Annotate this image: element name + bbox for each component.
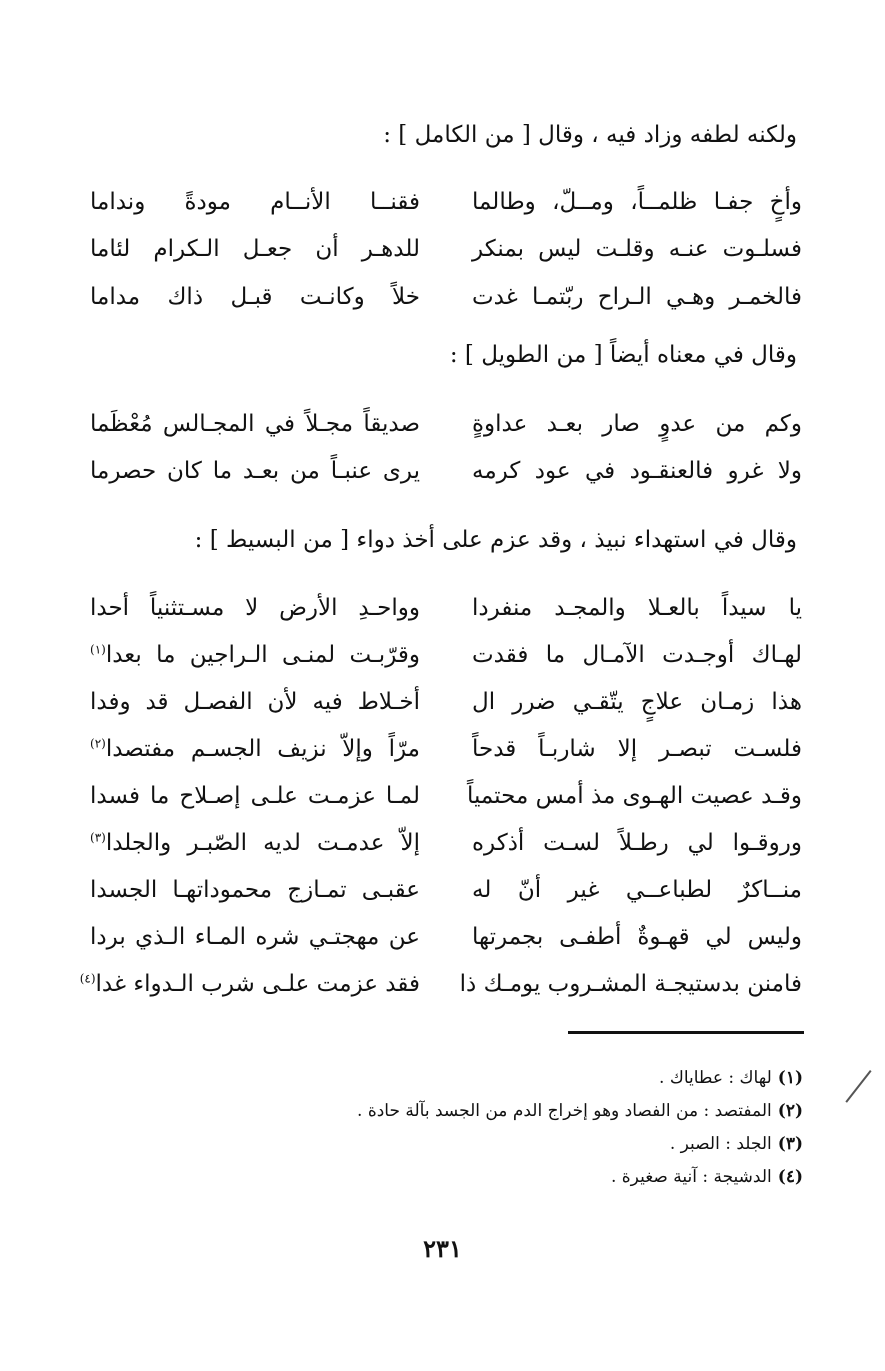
second-hemistich: صديقاً مجـلاً في المجـالس مُعْظَما	[90, 410, 420, 437]
footnote	[103, 1161, 803, 1194]
verse-line	[90, 678, 802, 725]
footnote	[103, 1062, 803, 1095]
verse-line	[90, 400, 802, 448]
first-hemistich: فالخمـر وهـي الـراح ربّتمـا غدت	[472, 283, 802, 310]
footnote-number: (٢)	[777, 1101, 803, 1121]
second-hemistich	[79, 970, 420, 997]
verse-line	[90, 273, 802, 321]
second-hemistich: يرى عنبـاً من بعـد ما كان حصرما	[90, 458, 420, 485]
footnote	[103, 1128, 803, 1161]
hemistich-text: وقرّبـت لمنـى الـراجين ما بعدا	[105, 641, 420, 668]
verse-line	[79, 960, 802, 1007]
footnote-number: (١)	[777, 1068, 803, 1088]
poem-basit	[79, 584, 802, 1007]
first-hemistich: ولا غرو فالعنقـود في عود كرمه	[472, 458, 802, 485]
footnote-marker: (٢)	[90, 735, 106, 750]
intro-line-1: ولكنه لطفه وزاد فيه ، وقال [ من الكامل ] :	[383, 122, 797, 148]
first-hemistich: وروقـوا لي رطـلاً لسـت أذكره	[472, 829, 802, 856]
poem-kamil	[90, 178, 802, 321]
verse-line	[90, 819, 802, 866]
first-hemistich: منــاكرٌ لطباعــي غير أنّ له	[472, 876, 802, 903]
first-hemistich: وكم من عدوٍ صار بعـد عداوةٍ	[472, 410, 802, 437]
first-hemistich: هذا زمـان علاجٍ يتّقـي ضرر ال	[472, 688, 802, 715]
verse-line	[90, 178, 802, 226]
verse-line	[90, 913, 802, 960]
second-hemistich	[90, 595, 420, 621]
footnote-number: (٣)	[777, 1134, 803, 1154]
verse-line	[90, 866, 802, 913]
footnote-text: المفتصد : من الفصاد وهو إخراج الدم من الجسد بآلة حادة .	[357, 1101, 772, 1121]
second-hemistich: عقبـى تمـازج محموداتهـا الجسدا	[90, 876, 420, 903]
second-hemistich: لمـا عزمـت علـى إصـلاح ما فسدا	[90, 782, 420, 809]
footnote-text: الدشيجة : آنية صغيرة .	[610, 1167, 772, 1187]
second-hemistich: أخـلاط فيه لأن الفصـل قد وفدا	[90, 688, 420, 715]
first-hemistich: فسلـوت عنـه وقلـت ليس بمنكر	[472, 236, 802, 263]
margin-pen-mark	[845, 1070, 871, 1103]
first-hemistich: وأخٍ جفـا ظلمــاً، ومــلّ، وطالما	[472, 188, 802, 215]
first-hemistich: لهـاك أوجـدت الآمـال ما فقدت	[472, 641, 802, 668]
second-hemistich	[90, 642, 420, 668]
first-hemistich: وليس لي قهـوةٌ أطفـى بجمرتها	[472, 923, 802, 950]
footnote-marker: (٣)	[90, 829, 106, 844]
first-hemistich: فامنن بدستيجـة المشـروب يومـك ذا	[459, 970, 802, 997]
first-hemistich: وقـد عصيت الهـوى مذ أمس محتمياً	[466, 782, 802, 809]
hemistich-text: مرّاً وإلاّ نزيف الجسـم مفتصدا	[105, 735, 420, 762]
footnote-divider	[568, 1031, 804, 1034]
verse-line	[90, 448, 802, 496]
footnote-text: لهاك : عطاياك .	[659, 1068, 772, 1088]
second-hemistich: فقنــا الأنــام مودةً ونداما	[90, 188, 420, 215]
poem-tawil	[90, 400, 802, 495]
hemistich-text: فقد عزمت علـى شرب الـدواء غدا	[95, 970, 420, 997]
verse-line	[90, 772, 802, 819]
footnote	[103, 1095, 803, 1128]
footnotes	[103, 1062, 803, 1194]
second-hemistich	[90, 736, 420, 762]
hemistich-text: إلاّ عدمـت لديه الصّبـر والجلدا	[105, 829, 420, 856]
second-hemistich	[90, 830, 420, 856]
first-hemistich: يا سيداً بالعـلا والمجـد منفردا	[472, 594, 802, 621]
first-hemistich: فلسـت تبصـر إلا شاربـاً قدحاً	[472, 735, 802, 762]
footnote-text: الجلد : الصبر .	[669, 1134, 772, 1154]
hemistich-text: وواحـدِ الأرض لا مسـتثنياً أحدا	[90, 594, 420, 621]
intro-line-2: وقال في معناه أيضاً [ من الطويل ] :	[449, 342, 797, 368]
second-hemistich: للدهـر أن جعـل الـكرام لئاما	[90, 236, 420, 263]
footnote-marker: (١)	[90, 641, 106, 656]
footnote-number: (٤)	[777, 1167, 803, 1187]
footnote-marker: (٤)	[79, 970, 96, 985]
verse-line	[90, 725, 802, 772]
verse-line	[90, 584, 802, 631]
second-hemistich: عن مهجتـي شره المـاء الـذي بردا	[90, 923, 420, 950]
intro-line-3: وقال في استهداء نبيذ ، وقد عزم على أخذ دواء [ من البسيط ] :	[194, 527, 797, 553]
second-hemistich: خلاً وكانـت قبـل ذاك مداما	[90, 283, 420, 310]
verse-line	[90, 631, 802, 678]
verse-line	[90, 226, 802, 274]
page-number: ٢٣١	[423, 1234, 462, 1263]
